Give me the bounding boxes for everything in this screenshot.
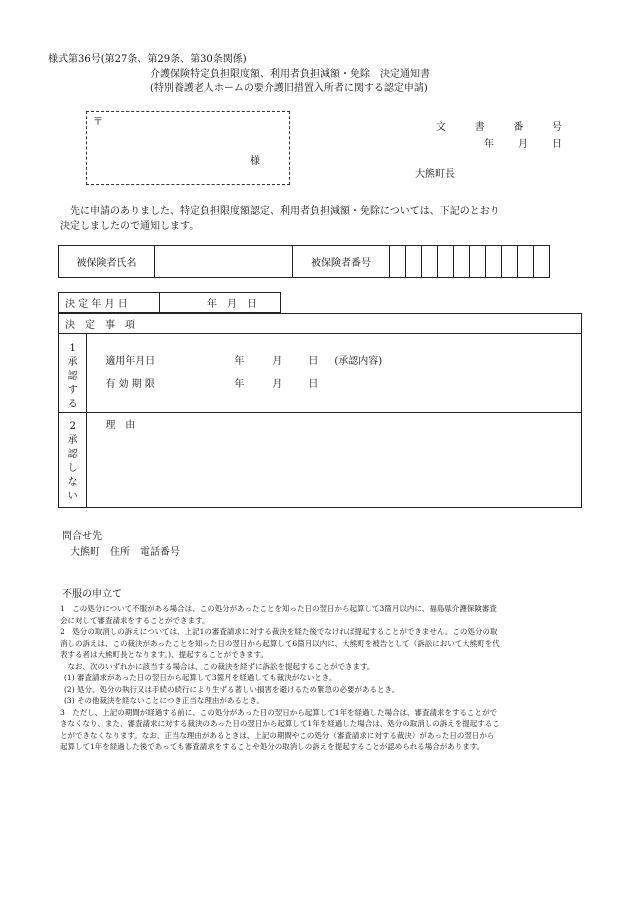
insured-number-cell bbox=[470, 246, 486, 278]
objection-heading: 不服の申立て bbox=[62, 589, 122, 600]
applicable-year: 年 bbox=[234, 356, 245, 367]
objection-line: きなくなり、また、審査請求に対する裁決のあった日の翌日から起算して1年を経過した場合は、処分の取消しの訴えを提起するこ bbox=[60, 719, 500, 728]
objection-line: (1) 審査請求があった日の翌日から起算して3箇月を経過しても裁決がないとき。 bbox=[64, 673, 337, 682]
insured-table bbox=[58, 245, 550, 278]
validity-month: 月 bbox=[272, 379, 283, 390]
applicable-month: 月 bbox=[272, 356, 283, 367]
document-subtitle: (特別養護老人ホームの要介護旧措置入所者に関する認定申請) bbox=[150, 83, 428, 94]
decision-date-table bbox=[58, 292, 281, 313]
objection-line: 2 処分の取消しの訴えについては、上記1の審査請求に対する裁決を経た後でなければ提起することができません。この処分の取 bbox=[60, 627, 498, 636]
insured-number-cell bbox=[390, 246, 406, 278]
decision-items-label: 決 定 事 項 bbox=[59, 314, 582, 334]
form-number: 様式第36号(第27条、第29条、第30条関係) bbox=[48, 54, 247, 65]
issuer: 大熊町長 bbox=[415, 169, 455, 180]
contact-line: 大熊町 住所 電話番号 bbox=[70, 547, 180, 558]
validity-year: 年 bbox=[234, 379, 245, 390]
contact-heading: 問合せ先 bbox=[62, 531, 102, 542]
objection-line: 消しの訴えは、この裁決があったことを知った日の翌日から起算して6箇月以内に、大熊町を被告として（訴訟において大熊町を代 bbox=[60, 638, 500, 648]
insured-number-cell bbox=[406, 246, 422, 278]
objection-text bbox=[60, 603, 580, 753]
insured-number-cell bbox=[486, 246, 502, 278]
insured-name-cell bbox=[155, 246, 293, 278]
approve-content bbox=[87, 334, 582, 413]
honorific: 様 bbox=[250, 156, 260, 167]
document-number-label: 文 書 番 号 bbox=[436, 122, 562, 133]
document-title: 介護保険特定負担限度額、利用者負担減額・免除 決定通知書 bbox=[150, 69, 430, 80]
validity-day: 日 bbox=[308, 379, 319, 390]
insured-number-cell bbox=[534, 246, 550, 278]
objection-line: 起算して1年を経過した後であっても審査請求をすることや処分の取消しの訴えを提起することが認められる場合があります。 bbox=[60, 742, 485, 751]
insured-number-cell bbox=[422, 246, 438, 278]
issue-date: 年 月 日 bbox=[484, 139, 562, 150]
insured-number-cell bbox=[518, 246, 534, 278]
decision-date-value: 年 月 日 bbox=[160, 293, 281, 313]
intro-line-1: 先に申請のありました、特定負担限度額認定、利用者負担減額・免除については、下記のとおり bbox=[70, 206, 500, 217]
applicable-date-label: 適用年月日 bbox=[105, 356, 156, 367]
validity-label: 有 効 期 限 bbox=[105, 379, 155, 390]
approval-content-note: (承認内容) bbox=[334, 356, 383, 367]
decision-items-table bbox=[58, 313, 582, 508]
reason-label: 理 由 bbox=[105, 420, 136, 431]
insured-number-cell bbox=[454, 246, 470, 278]
insured-number-cell bbox=[502, 246, 518, 278]
objection-line: なお、次のいずれかに該当する場合は、この裁決を経ずに訴訟を提起することができます。 bbox=[60, 661, 375, 671]
decision-date-label: 決 定 年 月 日 bbox=[59, 293, 160, 313]
address-box bbox=[86, 111, 290, 185]
objection-line: (2) 処分、処分の執行又は手続の続行により生ずる著しい損害を避けるため緊急の必要があるとき。 bbox=[64, 684, 400, 694]
insured-number-label: 被保険者番号 bbox=[293, 246, 390, 278]
approve-label: 1 承 認 す る bbox=[59, 334, 87, 413]
reject-label: 2 承 認 し な い bbox=[59, 413, 87, 508]
postal-mark: 〒 bbox=[93, 117, 103, 128]
objection-line: 表する者は大熊町長となります。)、提起することができます。 bbox=[60, 650, 268, 659]
reject-content bbox=[87, 413, 582, 508]
insured-number-cell bbox=[438, 246, 454, 278]
objection-line: 会に対して審査請求をすることができます。 bbox=[60, 615, 210, 625]
objection-line: (3) その他裁決を経ないことにつき正当な理由があるとき。 bbox=[64, 696, 265, 705]
insured-name-label: 被保険者氏名 bbox=[59, 246, 155, 278]
intro-line-2: 決定しましたので通知します。 bbox=[60, 221, 200, 232]
objection-line: 1 この処分について不服がある場合は、この処分があったことを知った日の翌日から起算して3箇月以内に、福島県介護保険審査 bbox=[60, 604, 497, 613]
objection-line: 3 ただし、上記の期間が経過する前に、この処分があった日の翌日から起算して1年を経過した場合は、審査請求をすることがで bbox=[60, 707, 497, 717]
objection-line: とができなくなります。なお、正当な理由があるときは、上記の期間やこの処分（審査請求に対する裁決）があった日の翌日から bbox=[60, 730, 495, 740]
applicable-day: 日 bbox=[308, 356, 319, 367]
